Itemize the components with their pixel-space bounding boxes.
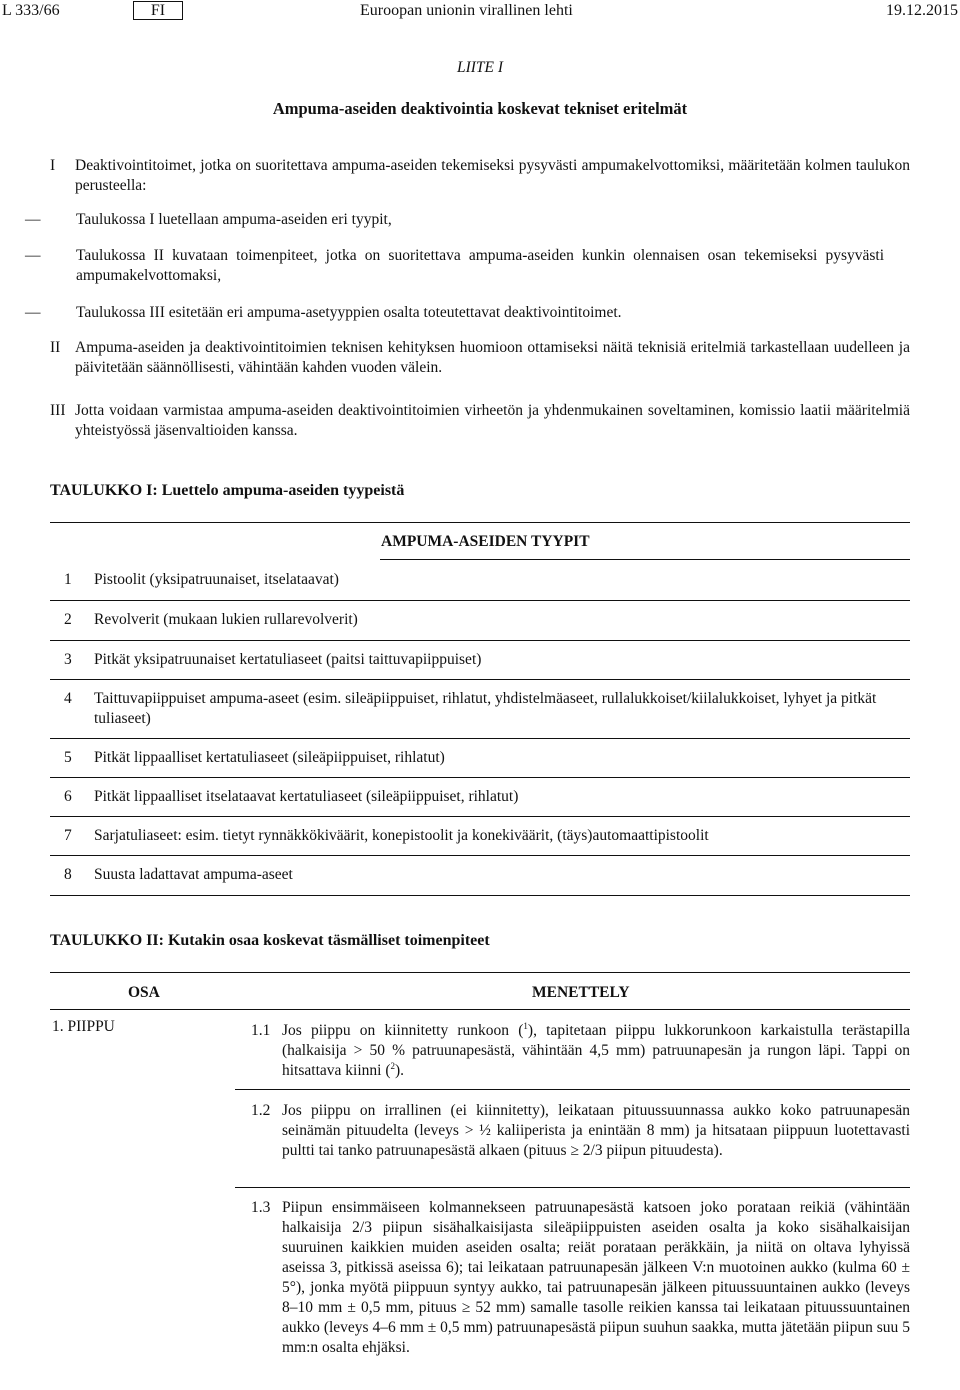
bullet-text: Taulukossa I luetellaan ampuma-aseiden eri tyypit, [76, 211, 392, 228]
bullet-item [25, 210, 910, 230]
measure-text: Jos piippu on irrallinen (ei kiinnitetty), leikataan pituussuunnassa aukko koko patruunapesän seinämän pituudelta (leveys > ½ kaliiperista ja enintään 8 mm) ja hitsataan piippuun luotettavasti pultti tai tanko patruunapesästä alkaen (pituus ≥ 2/3 piipun pituudesta). [282, 1102, 910, 1159]
row-number: 2 [64, 611, 72, 628]
row-text: Pitkät yksipatruunaiset kertatuliaseet (paitsi taittuvapiippuiset) [94, 651, 482, 668]
table-rule [50, 738, 910, 739]
table-row [50, 748, 910, 768]
annex-label: LIITE I [456, 59, 504, 76]
row-number: 1 [64, 571, 72, 588]
section-ii [50, 338, 910, 378]
language-code-box: FI [133, 1, 183, 20]
row-number: 4 [64, 690, 72, 707]
measure-text: Piipun ensimmäiseen kolmannekseen patruunapesästä katsoen joko porataan reikiä (vähintään halkaisija 2/3 piipun sisähalkaisijasta sileäpiippuisten aseiden osalta ja koko sisähalkaisijan suuruinen kaikkien muiden aseiden osalta; reiät porataan peräkkäin, ja niitä on oltava lyhyissä aseissa 3, pitkissä aseissa 6); tai leikataan patruunapesän jälkeen V:n muotoinen aukko (kulma 60 ± 5°), jonka myötä piippuun syntyy aukko, tai patruunapesän jälkeen pituussuuntainen aukko (leveys 8–10 mm ± 0,5 mm, pituus ≥ 52 mm) samalle tasolle reikien kanssa tai leikataan pituussuuntainen aukko (leveys 4–6 mm ± 0,5 mm) patruunapesästä piipun suuhun saakka, mutta jätetään piipun suu 5 mm:n osalta ehjäksi. [282, 1199, 910, 1356]
section-number: I [50, 157, 56, 174]
table-rule [50, 972, 910, 973]
dash-marker: — [25, 304, 41, 321]
row-number: 3 [64, 651, 72, 668]
table-row [50, 787, 910, 807]
section-number: III [50, 402, 66, 419]
table-rule [380, 559, 910, 560]
section-iii [50, 401, 910, 441]
row-number: 8 [64, 866, 72, 883]
table-rule [50, 816, 910, 817]
measure-text-part: ), tapitetaan piippu lukkorunkoon karkaistulla terästapilla (halkaisija > 50 % patruunapesästä, vähintään 4,5 mm) patruunapesän ja rungon läpi. Tappi on hitsattava kiinni ( [282, 1022, 910, 1079]
row-text: Pitkät lippaalliset itselataavat kertatuliaseet (sileäpiippuiset, rihlatut) [94, 788, 519, 805]
measure-item [235, 1021, 910, 1081]
section-text: Deaktivointitoimet, jotka on suoritettava ampuma-aseiden tekemiseksi pysyvästi ampumakelvottomiksi, määritetään kolmen taulukon perusteella: [75, 157, 910, 194]
footnote-ref: 1 [523, 1020, 528, 1031]
bullet-item [25, 246, 910, 286]
journal-title: Euroopan unionin virallinen lehti [360, 2, 573, 19]
table-rule [50, 895, 910, 896]
table-2-column-method: MENETTELY [532, 984, 630, 1001]
table-rule [235, 1089, 910, 1090]
table-rule [50, 522, 910, 523]
bullet-item [25, 303, 910, 323]
row-text: Pistoolit (yksipatruunaiset, itselataavat) [94, 571, 339, 588]
row-number: 6 [64, 788, 72, 805]
table-rule [235, 1187, 910, 1188]
table-rule [50, 855, 910, 856]
dash-marker: — [25, 247, 41, 264]
table-rule [50, 600, 910, 601]
row-number: 5 [64, 749, 72, 766]
footnote-ref: 2 [390, 1060, 395, 1071]
table-row [50, 610, 910, 630]
dash-marker: — [25, 211, 41, 228]
row-text: Revolverit (mukaan lukien rullarevolverit) [94, 611, 358, 628]
row-number: 7 [64, 827, 72, 844]
measure-text-part: Jos piippu on kiinnitetty runkoon ( [282, 1022, 524, 1039]
table-row [50, 826, 910, 846]
table-rule [50, 679, 910, 680]
measure-number: 1.2 [251, 1102, 271, 1119]
measure-item [235, 1101, 910, 1161]
row-text: Suusta ladattavat ampuma-aseet [94, 866, 293, 883]
measure-item [235, 1198, 910, 1358]
table-row [50, 570, 910, 590]
measure-text-part: ). [394, 1062, 405, 1079]
page-header [0, 1, 960, 21]
measure-text [282, 1021, 910, 1081]
page-reference: L 333/66 [2, 2, 60, 19]
part-name: 1. PIIPPU [52, 1018, 115, 1035]
table-row [50, 650, 910, 670]
section-text: Ampuma-aseiden ja deaktivointitoimien teknisen kehityksen huomioon ottamiseksi näitä teknisiä eritelmiä tarkastellaan uudelleen ja päivitetään säännöllisesti, vähintään kahden vuoden välein. [75, 339, 910, 376]
row-text: Taittuvapiippuiset ampuma-aseet (esim. sileäpiippuiset, rihlatut, yhdistelmäaseet, rullalukkoiset/kiilalukkoiset, lyhyet ja pitkät tuliaseet) [94, 690, 877, 727]
section-i [50, 156, 910, 196]
table-2-title: TAULUKKO II: Kutakin osaa koskevat täsmälliset toimenpiteet [50, 932, 490, 949]
section-number: II [50, 339, 61, 356]
section-text: Jotta voidaan varmistaa ampuma-aseiden deaktivointitoimien virheetön ja yhdenmukainen soveltaminen, komissio laatii määritelmiä yhteistyössä jäsenvaltioiden kanssa. [75, 402, 910, 439]
row-text: Pitkät lippaalliset kertatuliaseet (sileäpiippuiset, rihlatut) [94, 749, 445, 766]
table-1-column-header: AMPUMA-ASEIDEN TYYPIT [381, 533, 590, 550]
table-rule [50, 1009, 910, 1010]
table-row [50, 689, 910, 729]
measure-number: 1.3 [251, 1199, 271, 1216]
publication-date: 19.12.2015 [886, 2, 958, 19]
table-2-column-part: OSA [128, 984, 160, 1001]
row-text: Sarjatuliaseet: esim. tietyt rynnäkkökiväärit, konepistoolit ja konekiväärit, (täys)automaattipistoolit [94, 827, 709, 844]
table-row [50, 865, 910, 885]
table-1-title: TAULUKKO I: Luettelo ampuma-aseiden tyypeistä [50, 482, 405, 499]
table-rule [50, 777, 910, 778]
bullet-text: Taulukossa III esitetään eri ampuma-asetyyppien osalta toteutettavat deaktivointitoimet. [76, 304, 622, 321]
table-rule [50, 640, 910, 641]
measure-number: 1.1 [251, 1022, 271, 1039]
bullet-text: Taulukossa II kuvataan toimenpiteet, jotka on suoritettava ampuma-aseiden kunkin olennaisen osan tekemiseksi pysyvästi ampumakelvottomaksi, [76, 247, 884, 284]
document-title: Ampuma-aseiden deaktivointia koskevat tekniset eritelmät [272, 99, 688, 118]
